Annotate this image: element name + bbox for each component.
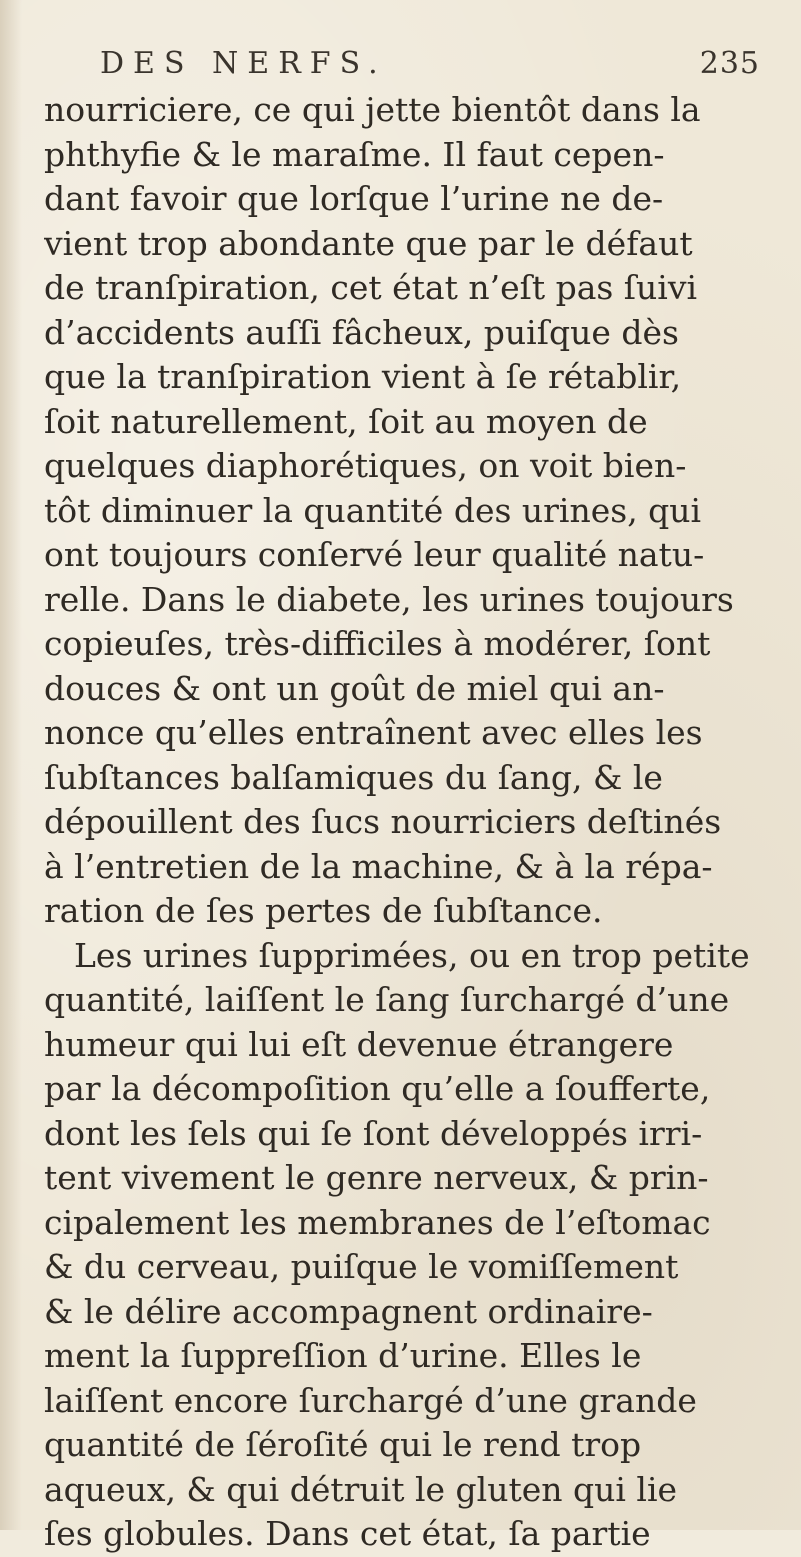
text-line: de tranſpiration, cet état n’eſt pas ſuivi	[44, 268, 698, 307]
text-line: nonce qu’elles entraînent avec elles les	[44, 713, 703, 752]
text-line: par la décompoſition qu’elle a ſoufferte,	[44, 1069, 711, 1108]
text-line: quantité de ſéroſité qui le rend trop	[44, 1425, 642, 1464]
text-line: cipalement les membranes de l’eſtomac	[44, 1202, 711, 1242]
text-line: nourriciere, ce qui jette bientôt dans la	[44, 90, 701, 129]
paragraph-start-line: Les urines ſupprimées, ou en trop petite	[74, 935, 750, 975]
text-line: dant favoir que lorſque l’urine ne de-	[44, 179, 664, 218]
text-line: laiſſent encore ſurchargé d’une grande	[44, 1380, 697, 1420]
text-line: ment la ſuppreſſion d’urine. Elles le	[44, 1336, 642, 1375]
text-line: copieuſes, très-difficiles à modérer, ſont	[44, 624, 711, 663]
text-line: quelques diaphorétiques, on voit bien-	[44, 446, 687, 485]
text-line: dont les ſels qui ſe ſont développés irri-	[44, 1113, 703, 1153]
text-line: à l’entretien de la machine, & à la répa-	[44, 846, 713, 886]
page-header	[100, 46, 760, 86]
text-line: ont toujours conſervé leur qualité natu-	[44, 535, 705, 574]
text-line: ſoit naturellement, ſoit au moyen de	[44, 401, 648, 441]
text-line: quantité, laiſſent le ſang ſurchargé d’une	[44, 980, 730, 1019]
text-line: tent vivement le genre nerveux, & prin-	[44, 1158, 709, 1197]
text-line: humeur qui lui eſt devenue étrangere	[44, 1024, 674, 1064]
text-line: relle. Dans le diabete, les urines toujours	[44, 579, 734, 619]
text-line: ſes globules. Dans cet état, ſa partie	[44, 1514, 651, 1553]
text-line: dépouillent des ſucs nourriciers deſtinés	[44, 802, 722, 841]
text-line: & le délire accompagnent ordinaire-	[44, 1291, 653, 1331]
running-title: DES NERFS.	[100, 46, 387, 81]
text-line: & du cerveau, puiſque le vomiſſement	[44, 1247, 679, 1286]
text-line: vient trop abondante que par le défaut	[44, 223, 693, 263]
text-line: ration de ſes pertes de ſubſtance.	[44, 891, 603, 930]
text-line: que la tranſpiration vient à ſe rétablir,	[44, 357, 682, 396]
page-edge-shadow	[0, 0, 22, 1530]
text-line: tôt diminuer la quantité des urines, qui	[44, 490, 702, 530]
text-line: aqueux, & qui détruit le gluten qui lie	[44, 1469, 678, 1509]
body-text	[44, 88, 764, 1557]
text-line: douces & ont un goût de miel qui an-	[44, 668, 665, 708]
text-line: ſubſtances balſamiques du ſang, & le	[44, 757, 663, 797]
page-number: 235	[699, 46, 760, 81]
text-line: phthyfie & le maraſme. Il faut cepen-	[44, 134, 665, 174]
text-line: d’accidents auſſi fâcheux, puiſque dès	[44, 312, 679, 352]
